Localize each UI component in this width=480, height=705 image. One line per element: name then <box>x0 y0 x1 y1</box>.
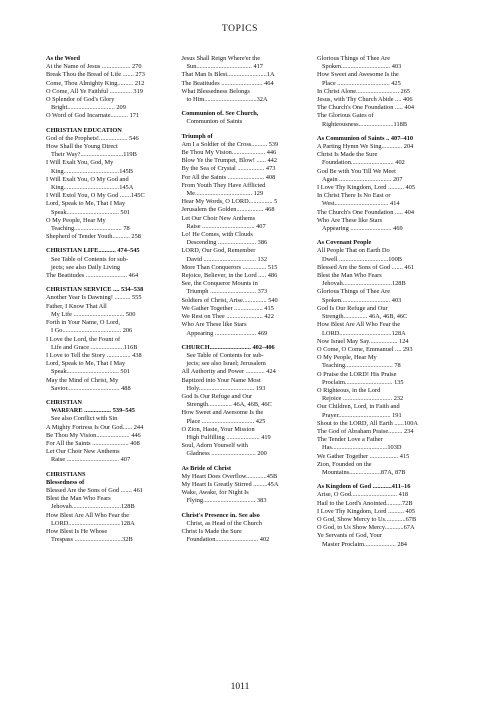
index-entry: Sun................................... 417 <box>186 63 263 71</box>
index-heading: Communion of. See Church, <box>181 110 259 118</box>
index-entry: In Christ There Is No East or <box>317 192 391 200</box>
index-entry: See Table of Contents for sub- <box>51 255 129 263</box>
index-entry: How Sweet and Awesome Is the <box>181 409 264 417</box>
index-entry: The Church's One Foundation ..... 404 <box>317 104 414 112</box>
index-entry: Prayer................................. 191 <box>322 411 402 419</box>
index-entry: Raise ................................. 407 <box>51 456 131 464</box>
index-entry: Teaching.............................. 78 <box>322 362 401 370</box>
index-entry: How Shall the Young Direct <box>46 143 118 151</box>
index-entry: At the Name of Jesus .................. 270 <box>46 63 142 71</box>
index-entry: God Be with You Till We Meet <box>317 167 396 175</box>
index-entry: Proclaim.............................. 135 <box>322 378 404 386</box>
index-entry: Am I a Soldier of the Cross.......... 539 <box>181 140 279 148</box>
index-entry: Come, Thou Almighty King.......... 212 <box>46 79 145 87</box>
index-entry: O Zion, Haste, Your Mission <box>181 425 255 433</box>
index-heading: Christ's Presence in. See also <box>181 511 260 519</box>
index-entry: God of the Prophets!.................. 546 <box>46 134 139 142</box>
index-entry: I Love to Tell the Story ............... 438 <box>46 351 142 359</box>
index-entry: I Love Thy Kingdom, Lord .......... 405 <box>317 507 416 515</box>
index-entry: Savior................................. 488 <box>51 384 131 392</box>
index-entry: O God, Show Mercy to Us.............67B <box>317 515 417 523</box>
index-entry: A Mighty Fortress Is Our God...... 244 <box>46 423 144 431</box>
index-entry: Flying................................. 383 <box>186 497 267 505</box>
index-entry: I Love the Lord, the Fount of <box>46 335 121 343</box>
index-entry: Soul, Adorn Yourself with <box>181 442 248 450</box>
index-entry: For All the Saints ....................... 408 <box>181 173 276 181</box>
index-heading: CHRISTIAN <box>46 398 82 406</box>
index-entry: We Gather Together .................. 415 <box>317 452 410 460</box>
index-entry: The God of Abraham Praise......... 234 <box>317 427 414 435</box>
index-entry: Rejoice, Believer, in the Lord ..... 486 <box>181 272 278 280</box>
index-entry: Hear My Words, O LORD............... 5 <box>181 198 278 206</box>
index-entry: Strength............... 46A, 46B, 46C <box>322 313 408 321</box>
index-entry: Descending ........................ 386 <box>186 239 268 247</box>
index-entry: Place ................................. 425 <box>322 79 401 87</box>
index-entry: O Praise the LORD! His Praise <box>317 370 397 378</box>
index-heading: CHRISTIAN SERVICE .... 534–538 <box>46 286 144 294</box>
index-entry: Appearing .......................... 469 <box>322 225 403 233</box>
index-entry: Now Israel May Say.................. 124 <box>317 337 409 345</box>
index-entry: Let Our Choir New Anthems <box>46 448 120 456</box>
index-entry: Mountains....................87A, 87B <box>322 468 406 476</box>
index-entry: For All the Saints ....................... 408 <box>46 439 140 447</box>
index-entry: High Fulfilling ..................... 419 <box>186 433 271 441</box>
index-columns <box>46 55 441 549</box>
index-entry: See also Conflict with Sin <box>51 415 118 423</box>
index-entry: Strength............... 46A, 46B, 46C <box>186 401 272 409</box>
index-entry: Me.................................... 129 <box>186 190 264 198</box>
index-entry: That Man Is Blest.........................1A <box>181 71 275 79</box>
index-entry: Place ................................. 425 <box>186 417 266 425</box>
index-heading: Triumph of <box>181 132 213 140</box>
index-entry: Break Thou the Bread of Life ....... 273 <box>46 71 145 79</box>
index-entry: Hail to the Lord's Anointed..........72B <box>317 499 413 507</box>
index-entry: WARFARE ................. 539–545 <box>51 407 135 415</box>
index-entry: Teaching.............................. 78 <box>51 225 130 233</box>
index-entry: Jesus Shall Reign Where'er the <box>181 55 261 62</box>
index-entry: The Beatitudes .......................... 464 <box>181 79 274 87</box>
index-entry: From Youth They Have Afflicted <box>181 181 266 189</box>
index-entry: Dwell ...............................100B <box>322 255 403 263</box>
index-entry: O My People, Hear My <box>317 354 377 362</box>
index-entry: My Heart Does Overflow.............45B <box>181 472 278 480</box>
index-heading: As Communion of Saints .. 407–410 <box>317 134 414 142</box>
index-entry: Wake, Awake, for Night Is <box>181 489 249 497</box>
index-heading: CHURCH.......................... 402–406 <box>181 343 275 351</box>
index-entry: How Sweet and Awesome Is the <box>317 71 399 79</box>
index-entry: The Tender Love a Father <box>317 436 383 444</box>
index-entry: My Heart Is Greatly Stirred .........45A <box>181 480 279 488</box>
index-entry: The Beatitudes .......................... 464 <box>46 272 139 280</box>
index-column-2 <box>182 55 306 549</box>
index-entry: Who Are These like Stars <box>317 216 383 224</box>
index-heading: CHRISTIAN EDUCATION <box>46 126 122 134</box>
index-heading: As Covenant People <box>317 239 372 247</box>
index-entry: Foundation........................... 402 <box>186 536 270 544</box>
index-entry: Blessedness of <box>46 478 85 486</box>
index-column-3 <box>317 55 441 549</box>
index-entry: Blow Ye the Trumpet, Blow! ...... 442 <box>181 157 278 165</box>
index-entry: jects; see also Israel; Jerusalem <box>186 360 266 368</box>
index-entry: David ................................. 132 <box>186 255 268 263</box>
index-entry: Christ Is Made the Sure <box>317 151 378 159</box>
index-entry: Shepherd of Tender Youth........... 258 <box>46 233 141 241</box>
index-entry: I Go..................................... 206 <box>51 327 133 335</box>
index-heading: CHRISTIANS <box>46 470 86 478</box>
index-entry: A Parting Hymn We Sing............. 204 <box>317 143 414 151</box>
index-entry: How Blest Are All Who Fear the <box>46 511 130 519</box>
index-entry: How Blest Is He Whose <box>46 527 108 535</box>
index-entry: Baptized into Your Name Most <box>181 376 261 384</box>
index-entry: We Gather Together .................. 415 <box>181 304 274 312</box>
index-heading: As the Word <box>46 55 81 62</box>
index-entry: O My People, Hear My <box>46 216 106 224</box>
index-entry: Glorious Things of Thee Are <box>317 55 391 62</box>
index-entry: O Come, All Ye Faithful .............. 319 <box>46 87 143 95</box>
index-entry: LORD.................................128A <box>51 519 135 527</box>
index-entry: I Love Thy Kingdom, Lord .......... 405 <box>317 184 416 192</box>
index-entry: Jerusalem the Golden................. 468 <box>181 206 275 214</box>
index-entry: The Church's One Foundation ..... 404 <box>317 208 414 216</box>
index-entry: Spoken............................... 403 <box>322 63 402 71</box>
index-entry: In Christ Alone........................... 265 <box>317 87 411 95</box>
index-entry: How Blest Are All Who Fear the <box>317 321 401 329</box>
index-entry: LORD, Our God, Remember <box>181 247 256 255</box>
index-entry: Shout to the LORD, All Earth ......100A <box>317 419 418 427</box>
index-entry: All Authority and Power ............ 424 <box>181 368 276 376</box>
index-entry: Jesus, with Thy Church Abide .... 406 <box>317 96 413 104</box>
index-entry: Blessed Are the Sons of God ....... 461 <box>317 263 414 271</box>
index-entry: Lo! He Comes, with Clouds <box>181 231 253 239</box>
index-heading: CHRISTIAN LIFE........... 474–545 <box>46 247 140 255</box>
index-entry: Raise ................................. 407 <box>186 222 266 230</box>
index-entry: Lord, Speak to Me, That I May <box>46 200 126 208</box>
index-entry: Glorious Things of Thee Are <box>317 288 391 296</box>
index-entry: to Him.................................32A <box>186 96 268 104</box>
index-entry: LORD.................................128A <box>322 329 406 337</box>
index-entry: My Life ................................ 500 <box>51 310 136 318</box>
index-entry: Father, I Know That All <box>46 302 107 310</box>
index-entry: Jehovah...............................128B <box>322 280 406 288</box>
index-entry: God Is Our Refuge and Our <box>317 304 388 312</box>
index-entry: Righteousness......................118B <box>322 120 408 128</box>
index-entry: Who Are These like Stars <box>181 321 247 329</box>
index-entry: Soldiers of Christ, Arise............... 540 <box>181 296 278 304</box>
index-entry: Ye Servants of God, Your <box>317 532 382 540</box>
index-entry: Another Year Is Dawning! .......... 555 <box>46 294 142 302</box>
index-entry: O Come, O Come, Emmanuel .... 293 <box>317 345 413 353</box>
index-entry: Bright.............................. 209 <box>51 104 126 112</box>
index-entry: Trespass ..............................32B <box>51 536 133 544</box>
index-heading: As Bride of Christ <box>181 464 232 472</box>
index-entry: Spoken............................... 403 <box>322 296 402 304</box>
index-entry: Their Way?...........................119B <box>51 151 137 159</box>
index-entry: O Word of God Incarnate........... 171 <box>46 112 140 120</box>
index-entry: O God, to Us Show Mercy............67A <box>317 524 415 532</box>
index-entry: Speak................................. 501 <box>51 368 130 376</box>
index-entry: Our Children, Lord, in Faith and <box>317 403 400 411</box>
index-entry: King...................................145A <box>51 184 134 192</box>
page-number: 1011 <box>230 682 250 692</box>
index-column-1 <box>46 55 170 549</box>
index-entry: O Splendor of God's Glory <box>46 96 115 104</box>
index-entry: Master Proclaim.................... 284 <box>322 540 407 548</box>
index-heading: As Kingdom of God ............411–16 <box>317 483 411 491</box>
index-entry: All People That on Earth Do <box>317 247 390 255</box>
index-entry: Arise, O God............................. 418 <box>317 491 409 499</box>
index-entry: Be Thou My Vision..................... 446 <box>46 431 141 439</box>
index-entry: O Righteous, in the Lord <box>317 386 381 394</box>
index-entry: King...................................145B <box>51 167 133 175</box>
index-entry: I Will Extol You, O My God .......145C <box>46 192 145 200</box>
index-entry: Life and Grace .....................116B <box>51 343 138 351</box>
index-entry: Communion of Saints <box>186 118 243 126</box>
index-entry: Speak................................. 501 <box>51 208 130 216</box>
index-entry: Foundation........................... 402 <box>322 159 405 167</box>
index-entry: Be Thou My Vision..................... 446 <box>181 149 277 157</box>
index-entry: Zion, Founded on the <box>317 460 372 468</box>
index-entry: Blest the Man Who Fears <box>46 495 111 503</box>
index-entry: God Is Our Refuge and Our <box>181 392 253 400</box>
index-entry: Christ Is Made the Sure <box>181 527 242 535</box>
index-entry: Lord, Speak to Me, That I May <box>46 360 126 368</box>
index-entry: Forth in Your Name, O Lord, <box>46 319 121 327</box>
index-entry: Blest the Man Who Fears <box>317 272 382 280</box>
index-entry: More Than Conquerors ............... 515 <box>181 263 278 271</box>
index-entry: Triumph ............................. 373 <box>186 288 268 296</box>
index-entry: I Will Exalt You, God, My <box>46 159 114 167</box>
page-header: TOPICS <box>221 24 259 34</box>
index-entry: Christ, as Head of the Church <box>186 519 262 527</box>
index-entry: See, the Conqueror Mounts in <box>181 280 258 288</box>
index-entry: By the Sea of Crystal ................. 473 <box>181 165 276 173</box>
index-entry: West.................................. 414 <box>322 200 400 208</box>
index-entry: See Table of Contents for sub- <box>186 351 264 359</box>
index-entry: I Will Exalt You, O My God and <box>46 175 129 183</box>
index-entry: The Glorious Gates of <box>317 112 374 120</box>
index-entry: Appearing .......................... 469 <box>186 329 268 337</box>
index-entry: Rejoice ............................... 232 <box>322 395 404 403</box>
index-entry: Let Our Choir New Anthems <box>181 214 256 222</box>
index-entry: Gladness ............................ 200 <box>186 450 267 458</box>
index-entry: Holy................................... 193 <box>186 384 266 392</box>
index-entry: jects; see also Daily Living <box>51 263 121 271</box>
index-entry: Jehovah...............................128B <box>51 503 135 511</box>
index-entry: Has...................................103D <box>322 444 402 452</box>
index-entry: May the Mind of Christ, My <box>46 376 119 384</box>
index-entry: We Rest on Thee ....................... 422 <box>181 313 274 321</box>
index-entry: What Blessedness Belongs <box>181 87 250 95</box>
index-entry: Blessed Are the Sons of God ....... 461 <box>46 486 143 494</box>
index-entry: Again ................................. 207 <box>322 175 403 183</box>
